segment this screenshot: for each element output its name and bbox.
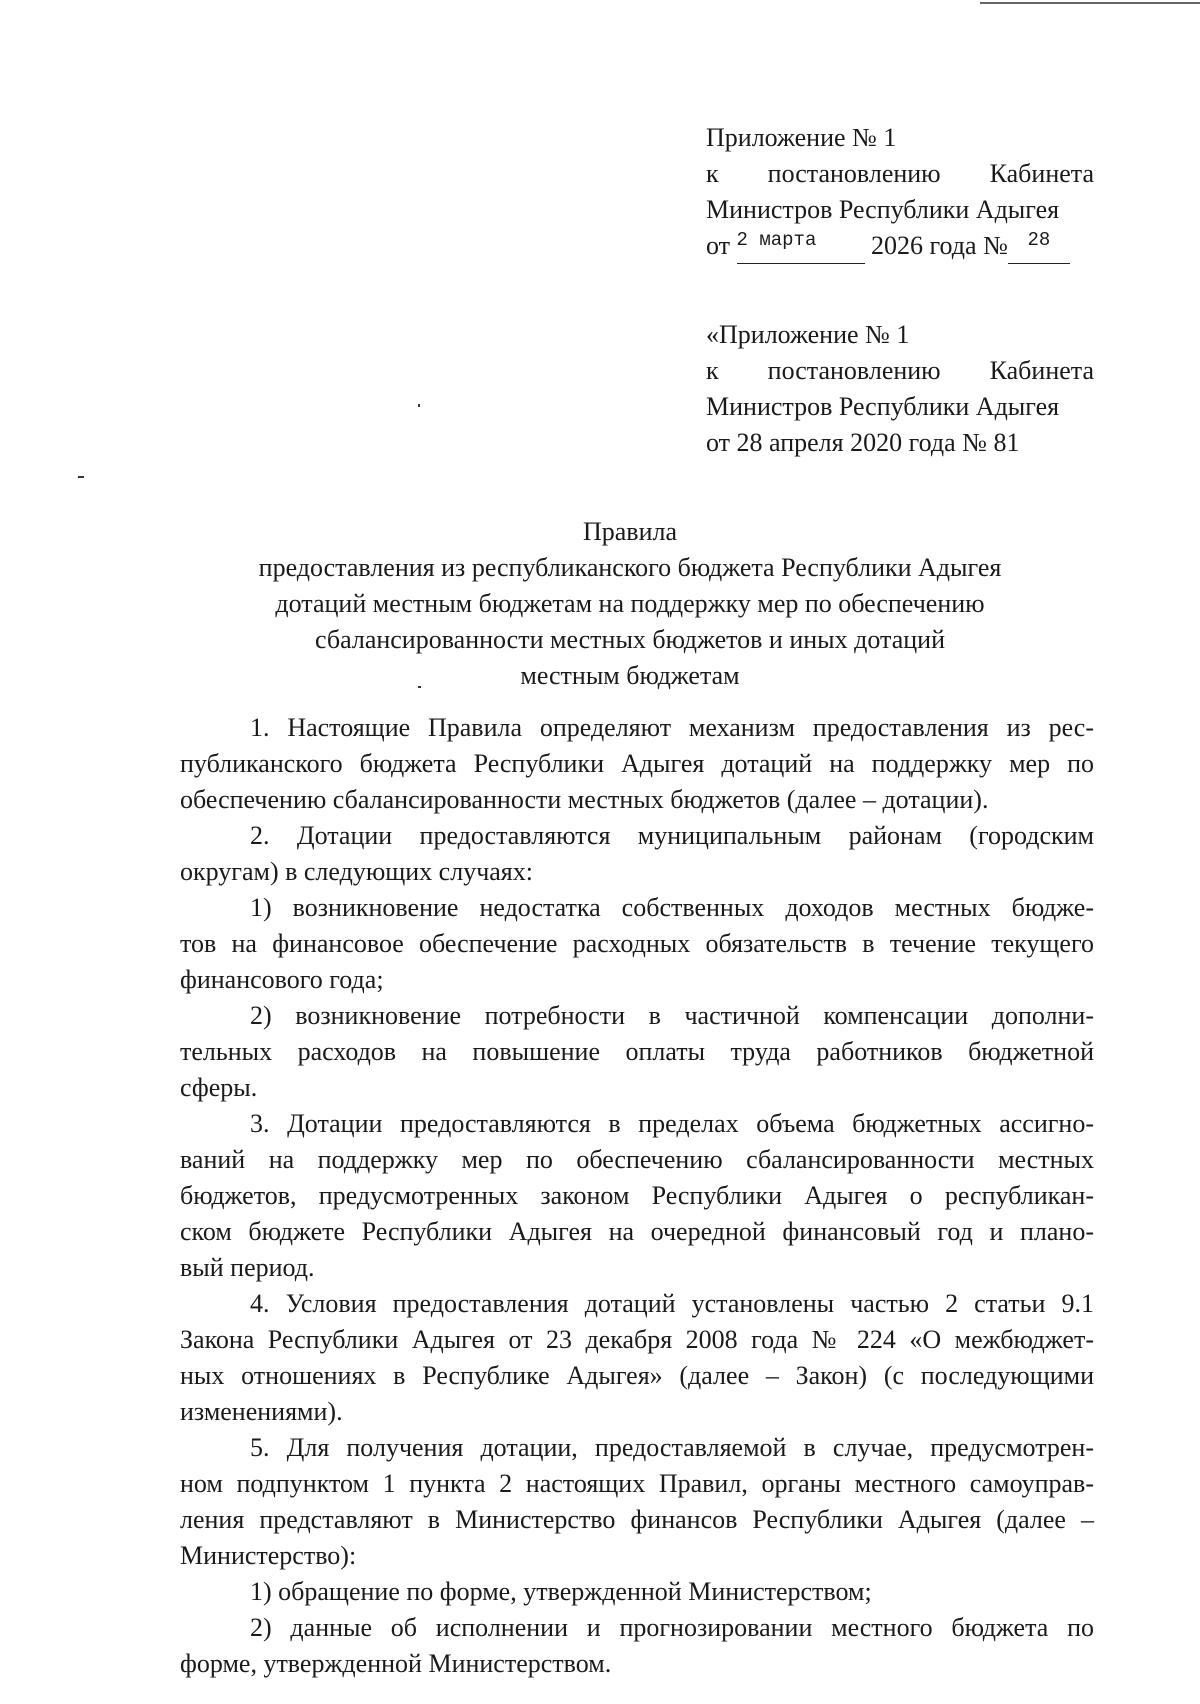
scan-artifact-line [980, 2, 1200, 4]
paragraph-line: 2. Дотации предоставляются муниципальным районам (городским [250, 821, 1094, 850]
appendix-title: «Приложение № 1 [706, 320, 910, 349]
paragraph-line: ваний на поддержку мер по обеспечению сбалансированности местных [180, 1145, 1094, 1174]
title-line: сбалансированности местных бюджетов и иных дотаций [314, 625, 945, 654]
appendix-current [706, 120, 1094, 264]
document-body [180, 710, 1094, 1682]
paragraph-line: 5. Для получения дотации, предоставляемой в случае, предусмотрен- [250, 1433, 1094, 1462]
paragraph-line: форме, утвержденной Министерством. [180, 1649, 612, 1678]
paragraph-line: тов на финансовое обеспечение расходных обязательств в течение текущего [180, 929, 1094, 958]
paragraph-line: округам) в следующих случаях: [180, 857, 533, 886]
decree-number-field: 28 [1008, 228, 1070, 264]
paragraph-line: 2) возникновение потребности в частичной компенсации дополни- [250, 1001, 1094, 1030]
paragraph-line: бюджетов, предусмотренных законом Республики Адыгея о республикан- [180, 1181, 1094, 1210]
scan-speck [78, 476, 84, 478]
paragraph [180, 890, 1094, 998]
date-day-month-field: 2 марта [737, 228, 865, 264]
paragraph [180, 1286, 1094, 1430]
date-year: 2026 года № [871, 231, 1008, 260]
paragraph-line: 2) данные об исполнении и прогнозировании местного бюджета по [250, 1613, 1094, 1642]
paragraph [180, 1430, 1094, 1574]
date-prefix: от [706, 231, 731, 260]
appendix-ref-body: Кабинета [989, 159, 1094, 188]
paragraph-line: 1) обращение по форме, утвержденной Министерством; [250, 1577, 872, 1606]
appendix-ref-to: к [706, 356, 719, 385]
paragraph-line: сферы. [180, 1073, 258, 1102]
paragraph-line: ления представляют в Министерство финансов Республики Адыгея (далее – [180, 1505, 1094, 1534]
paragraph-line: вый период. [180, 1253, 315, 1282]
appendix-date-line [706, 228, 1094, 264]
appendix-ref-body: Кабинета [989, 356, 1094, 385]
paragraph-line: финансового года; [180, 965, 384, 994]
paragraph-line: тельных расходов на повышение оплаты труда работников бюджетной [180, 1037, 1094, 1066]
appendix-ref-to: к [706, 159, 719, 188]
paragraph-line: Министерство): [180, 1541, 357, 1570]
paragraph-line: 4. Условия предоставления дотаций установлены частью 2 статьи 9.1 [250, 1289, 1094, 1318]
paragraph [180, 1574, 1094, 1610]
paragraph [180, 710, 1094, 818]
paragraph-line: изменениями). [180, 1397, 343, 1426]
appendix-ref-line [706, 156, 1094, 192]
paragraph-line: публиканского бюджета Республики Адыгея дотаций на поддержку мер по [180, 749, 1094, 778]
paragraph-line: 1. Настоящие Правила определяют механизм предоставления из рес- [250, 713, 1094, 742]
appendix-original [706, 317, 1094, 461]
paragraph-line: 1) возникновение недостатка собственных доходов местных бюдже- [250, 893, 1094, 922]
paragraph [180, 998, 1094, 1106]
appendix-ref-doc: постановлению [767, 159, 941, 188]
appendix-date-line: от 28 апреля 2020 года № 81 [706, 428, 1020, 457]
appendix-authority: Министров Республики Адыгея [706, 392, 1060, 421]
title-line: дотаций местным бюджетам на поддержку мер по обеспечению [275, 589, 985, 618]
paragraph-line: Закона Республики Адыгея от 23 декабря 2008 года № 224 «О межбюджет- [180, 1325, 1094, 1354]
paragraph-line: ном подпунктом 1 пункта 2 настоящих Правил, органы местного самоуправ- [180, 1469, 1094, 1498]
paragraph-line: ском бюджете Республики Адыгея на очередной финансовый год и плано- [180, 1217, 1094, 1246]
paragraph-line: 3. Дотации предоставляются в пределах объема бюджетных ассигно- [250, 1109, 1094, 1138]
paragraph-line: обеспечению сбалансированности местных бюджетов (далее – дотации). [180, 785, 989, 814]
title-line: предоставления из республиканского бюджета Республики Адыгея [258, 553, 1002, 582]
scan-speck [418, 404, 420, 407]
paragraph [180, 1106, 1094, 1286]
appendix-authority: Министров Республики Адыгея [706, 195, 1060, 224]
paragraph-line: ных отношениях в Республике Адыгея» (далее – Закон) (с последующими [180, 1361, 1094, 1390]
paragraph [180, 1610, 1094, 1682]
document-title [160, 514, 1100, 694]
appendix-title: Приложение № 1 [706, 123, 897, 152]
appendix-ref-doc: постановлению [767, 356, 941, 385]
title-line: местным бюджетам [520, 661, 740, 690]
appendix-ref-line [706, 353, 1094, 389]
paragraph [180, 818, 1094, 890]
title-heading: Правила [582, 517, 678, 546]
